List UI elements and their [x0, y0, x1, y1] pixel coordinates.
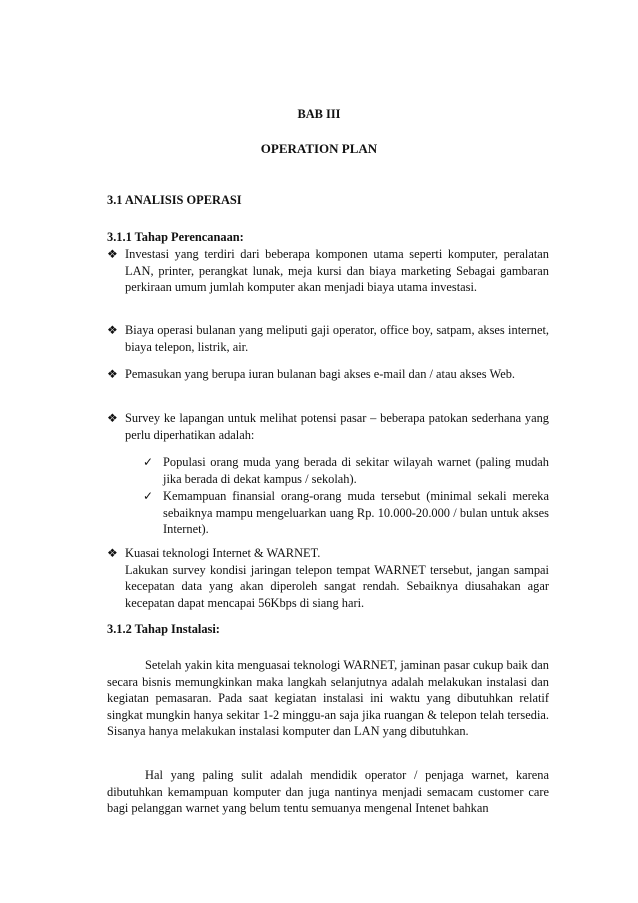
subsection-heading-planning: 3.1.1 Tahap Perencanaan: [107, 230, 244, 244]
list-item: ❖ Survey ke lapangan untuk melihat potensi pasar – beberapa patokan sederhana yang perlu diperhatikan adalah: [107, 411, 549, 442]
list-item: ❖ Pemasukan yang berupa iuran bulanan bagi akses e-mail dan / atau akses Web. [107, 367, 515, 381]
section-heading: 3.1 ANALISIS OPERASI [107, 193, 242, 207]
chapter-label: BAB III [297, 107, 341, 121]
diamond-bullet-icon: ❖ [107, 546, 118, 560]
page-title: OPERATION PLAN [260, 141, 378, 156]
checkmark-icon: ✓ [143, 489, 154, 503]
list-item: ❖ Biaya operasi bulanan yang meliputi gaji operator, office boy, satpam, akses internet, biaya telepon, listrik, air. [107, 323, 549, 354]
paragraph: Setelah yakin kita menguasai teknologi WARNET, jaminan pasar cukup baik dan secara bisnis memungkinkan maka langkah selanjutnya adalah melakukan instalasi dan kegiatan pemasaran. Pada saat kegiatan instalasi ini waktu yang dibutuhkan relatif singkat mungkin hanya sekitar 1-2 minggu-an saja jika ruangan & telepon telah tersedia. Sisanya hanya melakukan instalasi komputer dan LAN yang dibutuhkan. [107, 658, 549, 739]
subsection-heading-installation: 3.1.2 Tahap Instalasi: [107, 622, 220, 636]
diamond-bullet-icon: ❖ [107, 411, 118, 425]
diamond-bullet-icon: ❖ [107, 367, 118, 381]
list-item: ✓ Kemampuan finansial orang-orang muda tersebut (minimal sekali mereka sebaiknya mampu mengeluarkan uang Rp. 10.000-20.000 / bulan untuk akses Internet). [143, 489, 549, 537]
paragraph: Hal yang paling sulit adalah mendidik operator / penjaga warnet, karena dibutuhkan kemampuan komputer dan juga nantinya menjadi semacam customer care bagi pelanggan warnet yang belum tentu semuanya mengenal Intenet bahkan [107, 768, 549, 816]
diamond-bullet-icon: ❖ [107, 323, 118, 337]
diamond-bullet-icon: ❖ [107, 247, 118, 261]
checkmark-icon: ✓ [143, 455, 154, 469]
list-item: ❖ Investasi yang terdiri dari beberapa komponen utama seperti komputer, peralatan LAN, printer, perangkat lunak, meja kursi dan biaya marketing Sebagai gambaran perkiraan umum jumlah komputer akan menjadi biaya utama investasi. [107, 247, 549, 295]
list-item: ❖ Kuasai teknologi Internet & WARNET. Lakukan survey kondisi jaringan telepon tempat WARNET tersebut, jangan sampai kecepatan data yang akan diperoleh sangat rendah. Sebaiknya diusahakan agar kecepatan dapat mencapai 56Kbps di siang hari. [107, 546, 549, 610]
list-item: ✓ Populasi orang muda yang berada di sekitar wilayah warnet (paling mudah jika berada di dekat kampus / sekolah). [143, 455, 549, 486]
